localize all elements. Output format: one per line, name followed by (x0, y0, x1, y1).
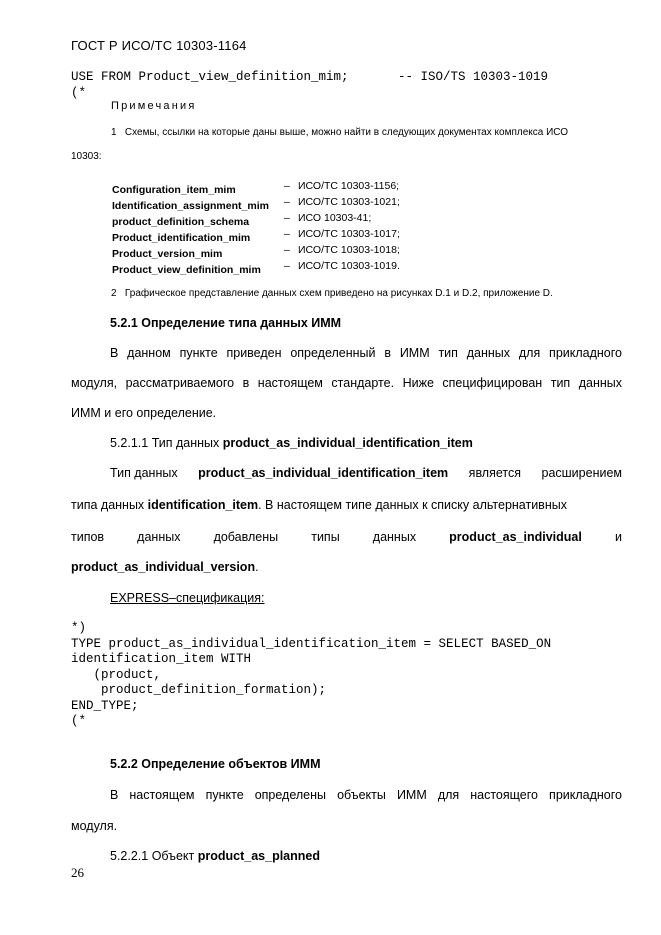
heading-term: product_as_individual_identification_item (222, 436, 473, 450)
note-2-number: 2 (111, 288, 117, 299)
code-line: *) (71, 621, 87, 635)
term: product_as_individual_version (71, 560, 256, 574)
text: типа данных (71, 498, 148, 512)
code-use-from-statement: USE FROM Product_view_definition_mim; (71, 70, 349, 84)
word: типов (71, 530, 105, 544)
ref-doc: ИСО/ТС 10303-1019. (298, 260, 400, 272)
ref-dash: – (284, 180, 290, 192)
word: типы (311, 530, 340, 544)
heading-prefix: 5.2.1.1 Тип данных (110, 436, 223, 450)
ref-dash: – (284, 228, 290, 240)
ref-doc: ИСО/ТС 10303-1156; (298, 180, 400, 192)
ref-name: Product_view_definition_mim (112, 264, 261, 276)
word: добавлены (213, 530, 279, 544)
ref-name: product_definition_schema (112, 216, 250, 228)
note-1 (111, 127, 568, 138)
section-5-2-1-1-heading (110, 436, 473, 450)
term: identification_item (147, 498, 259, 512)
code-line: (product, (71, 667, 162, 682)
word: данных (137, 530, 181, 544)
code-line: (* (71, 714, 87, 728)
text: является (468, 466, 521, 480)
section-5-2-1-para-line2: модуля, рассматриваемого в настоящем стандарте. Ниже специфицирован тип данных (71, 376, 622, 390)
ref-dash: – (284, 196, 290, 208)
code-use-from-comment: -- ISO/TS 10303-1019 (398, 70, 549, 84)
code-line: identification_item WITH (71, 652, 252, 666)
note-1-number: 1 (111, 127, 117, 138)
ref-doc: ИСО/ТС 10303-1021; (298, 196, 400, 208)
type-def-line1 (110, 466, 622, 480)
text: Тип данных (110, 466, 178, 480)
note-1-continuation: 10303: (71, 151, 102, 162)
section-5-2-2-para-line1: В настоящем пункте определены объекты ИММ для настоящего прикладного (110, 788, 622, 802)
section-5-2-1-para-line3: ИММ и его определение. (71, 406, 217, 420)
express-label: EXPRESS–спецификация: (110, 591, 265, 605)
section-5-2-1-heading: 5.2.1 Определение типа данных ИММ (110, 316, 342, 330)
note-2 (111, 288, 553, 299)
type-def-line2 (71, 498, 567, 512)
section-5-2-1-para-line1: В данном пункте приведен определенный в ИММ тип данных для прикладного (110, 346, 622, 360)
ref-dash: – (284, 260, 290, 272)
code-use-from (71, 70, 349, 84)
ref-doc: ИСО/ТС 10303-1017; (298, 228, 400, 240)
section-5-2-2-heading: 5.2.2 Определение объектов ИММ (110, 757, 321, 771)
heading-term: product_as_planned (197, 849, 320, 863)
type-def-line4 (71, 560, 259, 574)
ref-name: Product_version_mim (112, 248, 223, 260)
note-1-text: Схемы, ссылки на которые даны выше, можно найти в следующих документах комплекса ИСО (124, 127, 569, 138)
ref-doc: ИСО 10303-41; (298, 212, 372, 224)
note-2-text: Графическое представление данных схем приведено на рисунках D.1 и D.2, приложение D. (124, 288, 553, 299)
ref-name: Identification_assignment_mim (112, 200, 269, 212)
ref-doc: ИСО/ТС 10303-1018; (298, 244, 400, 256)
heading-prefix: 5.2.2.1 Объект (110, 849, 198, 863)
express-code-block (71, 621, 551, 730)
text: . В настоящем типе данных к списку альтернативных (258, 498, 567, 512)
page-number: 26 (71, 865, 84, 880)
term: product_as_individual_identification_item (198, 466, 449, 480)
section-5-2-2-para-line2: модуля. (71, 819, 118, 833)
code-line: product_definition_formation); (71, 683, 327, 697)
text: . (255, 560, 259, 574)
term: product_as_individual (449, 530, 582, 544)
ref-name: Product_identification_mim (112, 232, 251, 244)
code-comment-open: (* (71, 86, 87, 100)
code-line: END_TYPE; (71, 698, 139, 713)
word: данных (372, 530, 417, 544)
ref-dash: – (284, 212, 290, 224)
code-line: TYPE product_as_individual_identification_item = SELECT BASED_ON (71, 636, 552, 651)
ref-dash: – (284, 244, 290, 256)
type-def-line3 (71, 530, 622, 544)
document-header: ГОСТ Р ИСО/ТС 10303-1164 (71, 38, 247, 53)
notes-title: Примечания (111, 100, 197, 112)
ref-name: Configuration_item_mim (112, 184, 236, 196)
section-5-2-2-1-heading (110, 849, 320, 863)
ref-row (112, 260, 261, 278)
word: и (614, 530, 622, 544)
text: расширением (541, 466, 622, 480)
